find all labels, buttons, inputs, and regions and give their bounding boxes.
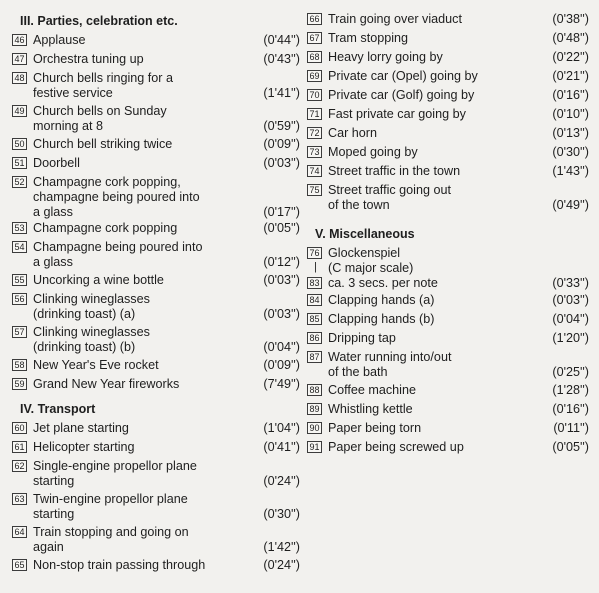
track-item: [12, 325, 300, 355]
track-title: Helicopter starting: [33, 440, 135, 454]
track-duration: (1'28''): [552, 383, 589, 397]
track-item: [307, 293, 589, 308]
track-title: Private car (Golf) going by: [328, 88, 475, 102]
track-number: 76: [307, 247, 322, 259]
track-duration: (0'05''): [552, 440, 589, 454]
track-item: [307, 88, 589, 103]
track-duration: (0'03''): [263, 273, 300, 287]
track-duration: (1'42''): [263, 540, 300, 554]
track-duration: (0'22''): [552, 50, 589, 64]
track-item: [12, 440, 300, 455]
track-item: [12, 33, 300, 48]
track-number: 73: [307, 146, 322, 158]
track-duration: (7'49''): [263, 377, 300, 391]
track-title: Car horn: [328, 126, 377, 140]
track-duration: (0'43''): [263, 52, 300, 66]
track-item: [307, 331, 589, 346]
track-number: 84: [307, 294, 322, 306]
track-item: [12, 459, 300, 489]
track-number: 87: [307, 351, 322, 363]
track-number: 74: [307, 165, 322, 177]
track-title: ca. 3 secs. per note: [328, 276, 438, 290]
track-number: 63: [12, 493, 27, 505]
track-number: 51: [12, 157, 27, 169]
track-title: Whistling kettle: [328, 402, 413, 416]
track-title: Clinking wineglasses (drinking toast) (a): [33, 292, 150, 321]
track-duration: (0'33''): [552, 276, 589, 290]
track-title: Paper being torn: [328, 421, 422, 435]
track-number: 66: [307, 13, 322, 25]
track-item: [12, 104, 300, 134]
track-duration: (0'41''): [263, 440, 300, 454]
track-item: [12, 558, 300, 573]
track-duration: (0'03''): [263, 307, 300, 321]
track-item: [307, 183, 589, 213]
track-number: 88: [307, 384, 322, 396]
track-number: 48: [12, 72, 27, 84]
track-number: 61: [12, 441, 27, 453]
track-title: Champagne being poured into a glass: [33, 240, 203, 269]
track-duration: (0'09''): [263, 358, 300, 372]
track-number: 72: [307, 127, 322, 139]
track-title: Coffee machine: [328, 383, 416, 397]
track-number: 90: [307, 422, 322, 434]
track-title: Clapping hands (a): [328, 293, 435, 307]
track-item: [307, 31, 589, 46]
track-duration: (1'43''): [552, 164, 589, 178]
track-item: [12, 377, 300, 392]
track-title: Jet plane starting: [33, 421, 129, 435]
track-number: 67: [307, 32, 322, 44]
track-title: New Year's Eve rocket: [33, 358, 159, 372]
track-title: Uncorking a wine bottle: [33, 273, 164, 287]
track-item: [307, 312, 589, 327]
track-title: Single-engine propellor plane starting: [33, 459, 197, 488]
track-number: 54: [12, 241, 27, 253]
track-item: [307, 440, 589, 455]
track-item: [307, 421, 589, 436]
track-duration: (0'11''): [553, 421, 589, 435]
track-title: Doorbell: [33, 156, 80, 170]
track-title: Heavy lorry going by: [328, 50, 443, 64]
section-heading: V. Miscellaneous: [315, 227, 415, 241]
track-title: Twin-engine propellor plane starting: [33, 492, 188, 521]
track-title: Applause: [33, 33, 86, 47]
track-duration: (0'03''): [552, 293, 589, 307]
track-duration: (0'16''): [552, 88, 589, 102]
track-number: 53: [12, 222, 27, 234]
track-title: Train stopping and going on again: [33, 525, 189, 554]
track-number: 52: [12, 176, 27, 188]
track-number: 57: [12, 326, 27, 338]
track-title: Fast private car going by: [328, 107, 466, 121]
track-number: 58: [12, 359, 27, 371]
track-duration: (0'16''): [552, 402, 589, 416]
track-duration: (0'17''): [263, 205, 300, 219]
track-title: Dripping tap: [328, 331, 396, 345]
track-item: [12, 292, 300, 322]
track-number: 64: [12, 526, 27, 538]
track-item: [307, 126, 589, 141]
track-title: Tram stopping: [328, 31, 409, 45]
track-number: 49: [12, 105, 27, 117]
track-title: Water running into/out of the bath: [328, 350, 452, 379]
track-title: Paper being screwed up: [328, 440, 464, 454]
track-duration: (0'30''): [552, 145, 589, 159]
track-duration: (0'12''): [263, 255, 300, 269]
track-item: [307, 50, 589, 65]
track-item: [307, 383, 589, 398]
track-title: Church bell striking twice: [33, 137, 173, 151]
section-heading: IV. Transport: [20, 402, 96, 416]
track-title: Non-stop train passing through: [33, 558, 206, 572]
track-item: [12, 358, 300, 373]
track-item: [12, 52, 300, 67]
track-item: [307, 69, 589, 84]
track-number: 47: [12, 53, 27, 65]
track-item: [12, 71, 300, 101]
track-duration: (0'38''): [552, 12, 589, 26]
track-number: 86: [307, 332, 322, 344]
track-item: [307, 145, 589, 160]
track-item: [12, 137, 300, 152]
track-item: [307, 12, 589, 27]
track-item: [307, 107, 589, 122]
track-title: Clinking wineglasses (drinking toast) (b): [33, 325, 150, 354]
section-heading: III. Parties, celebration etc.: [20, 14, 178, 28]
track-title: Moped going by: [328, 145, 418, 159]
track-number: 68: [307, 51, 322, 63]
track-duration: (0'04''): [263, 340, 300, 354]
track-duration: (0'59''): [263, 119, 300, 133]
track-number: 71: [307, 108, 322, 120]
track-item: [307, 164, 589, 179]
track-duration: (1'04''): [263, 421, 300, 435]
track-item: [12, 175, 300, 220]
track-duration: (0'21''): [552, 69, 589, 83]
track-duration: (0'25''): [552, 365, 589, 379]
track-title: Church bells on Sunday morning at 8: [33, 104, 167, 133]
track-title: Clapping hands (b): [328, 312, 435, 326]
track-number: |: [314, 261, 317, 273]
track-item: [12, 156, 300, 171]
track-title: Train going over viaduct: [328, 12, 462, 26]
track-number: 69: [307, 70, 322, 82]
track-number: 85: [307, 313, 322, 325]
track-item: [307, 350, 589, 380]
track-duration: (0'03''): [263, 156, 300, 170]
track-number: 46: [12, 34, 27, 46]
track-number: 60: [12, 422, 27, 434]
track-duration: (0'24''): [263, 474, 300, 488]
track-title: Glockenspiel (C major scale): [328, 246, 414, 275]
track-duration: (1'41''): [263, 86, 300, 100]
track-duration: (0'24''): [263, 558, 300, 572]
track-title: Street traffic going out of the town: [328, 183, 451, 212]
track-item: [12, 273, 300, 288]
track-item: [307, 261, 589, 276]
track-item: [12, 525, 300, 555]
track-title: Champagne cork popping, champagne being poured into a glass: [33, 175, 200, 219]
track-number: 91: [307, 441, 322, 453]
track-number: 50: [12, 138, 27, 150]
track-number: 62: [12, 460, 27, 472]
track-number: 70: [307, 89, 322, 101]
track-duration: (0'30''): [263, 507, 300, 521]
track-duration: (1'20''): [552, 331, 589, 345]
track-item: [12, 221, 300, 236]
track-duration: (0'10''): [552, 107, 589, 121]
track-number: 75: [307, 184, 322, 196]
track-number: 55: [12, 274, 27, 286]
track-duration: (0'49''): [552, 198, 589, 212]
track-number: 89: [307, 403, 322, 415]
track-item: [12, 421, 300, 436]
track-item: [12, 492, 300, 522]
track-duration: (0'44''): [263, 33, 300, 47]
track-duration: (0'48''): [552, 31, 589, 45]
track-number: 65: [12, 559, 27, 571]
track-title: Street traffic in the town: [328, 164, 461, 178]
track-item: [307, 402, 589, 417]
track-title: Private car (Opel) going by: [328, 69, 478, 83]
track-title: Champagne cork popping: [33, 221, 178, 235]
track-duration: (0'04''): [552, 312, 589, 326]
track-title: Grand New Year fireworks: [33, 377, 180, 391]
track-number: 83: [307, 277, 322, 289]
track-duration: (0'13''): [552, 126, 589, 140]
track-title: Church bells ringing for a festive service: [33, 71, 174, 100]
track-item: [307, 276, 589, 291]
track-item: [12, 240, 300, 270]
track-number: 56: [12, 293, 27, 305]
track-duration: (0'05''): [263, 221, 300, 235]
track-number: 59: [12, 378, 27, 390]
track-title: Orchestra tuning up: [33, 52, 144, 66]
track-duration: (0'09''): [263, 137, 300, 151]
